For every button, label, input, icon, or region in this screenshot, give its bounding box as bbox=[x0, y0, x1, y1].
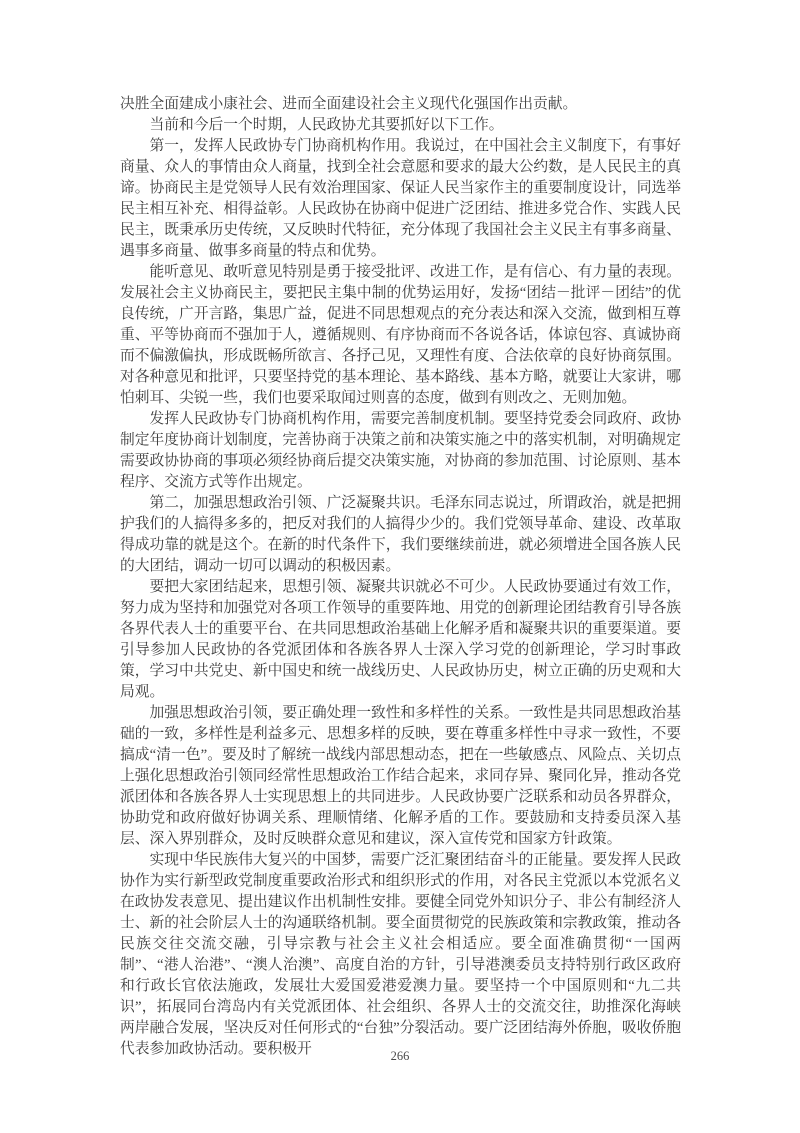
paragraph: 第二，加强思想政治引领、广泛凝聚共识。毛泽东同志说过，所谓政治，就是把拥护我们的人搞得多多的，把反对我们的人搞得少少的。我们党领导革命、建设、改革取得成功靠的就是这个。在新的时代条件下，我们要继续前进，就必须增进全国各族人民的大团结，调动一切可以调动的积极因素。 bbox=[120, 495, 681, 574]
paragraph: 实现中华民族伟大复兴的中国梦，需要广泛汇聚团结奋斗的正能量。要发挥人民政协作为实行新型政党制度重要政治形式和组织形式的作用，对各民主党派以本党派名义在政协发表意见、提出建议作出机制性安排。要健全同党外知识分子、非公有制经济人士、新的社会阶层人士的沟通联络机制。要全面贯彻党的民族政策和宗教政策，推动各民族交往交流交融，引导宗教与社会主义社会相适应。要全面准确贯彻“一国两制”、“港人治港”、“澳人治澳”、高度自治的方针，引导港澳委员支持特别行政区政府和行政长官依法施政，发展壮大爱国爱港爱澳力量。要坚持一个中国原则和“九二共识”，拓展同台湾岛内有关党派团体、社会组织、各界人士的交流交往，助推深化海峡两岸融合发展，坚决反对任何形式的“台独”分裂活动。要广泛团结海外侨胞，吸收侨胞代表参加政协活动。要积极开 bbox=[120, 852, 681, 1057]
paragraph: 发挥人民政协专门协商机构作用，需要完善制度机制。要坚持党委会同政府、政协制定年度协商计划制度，完善协商于决策之前和决策实施之中的落实机制，对明确规定需要政协协商的事项必须经协商后提交决策实施，对协商的参加范围、讨论原则、基本程序、交流方式等作出规定。 bbox=[120, 411, 681, 490]
paragraph: 当前和今后一个时期，人民政协尤其要抓好以下工作。 bbox=[149, 117, 504, 133]
page-number: 266 bbox=[390, 1049, 410, 1063]
paragraph: 第一，发挥人民政协专门协商机构作用。我说过，在中国社会主义制度下，有事好商量、众人的事情由众人商量，找到全社会意愿和要求的最大公约数，是人民民主的真谛。协商民主是党领导人民有效治理国家、保证人民当家作主的重要制度设计，同选举民主相互补充、相得益彰。人民政协在协商中促进广泛团结、推进多党合作、实践人民民主，既秉承历史传统，又反映时代特征，充分体现了我国社会主义民主有事多商量、遇事多商量、做事多商量的特点和优势。 bbox=[120, 138, 681, 259]
paragraph: 决胜全面建成小康社会、进而全面建设社会主义现代化强国作出贡献。 bbox=[120, 96, 578, 112]
paragraph: 要把大家团结起来，思想引领、凝聚共识就必不可少。人民政协要通过有效工作，努力成为坚持和加强党对各项工作领导的重要阵地、用党的创新理论团结教育引导各族各界代表人士的重要平台、在共同思想政治基础上化解矛盾和凝聚共识的重要渠道。要引导参加人民政协的各党派团体和各族各界人士深入学习党的创新理论，学习时事政策，学习中共党史、新中国史和统一战线历史、人民政协历史，树立正确的历史观和大局观。 bbox=[120, 579, 681, 700]
paragraph: 加强思想政治引领，要正确处理一致性和多样性的关系。一致性是共同思想政治基础的一致，多样性是利益多元、思想多样的反映，要在尊重多样性中寻求一致性，不要搞成“清一色”。要及时了解统一战线内部思想动态，把在一些敏感点、风险点、关切点上强化思想政治引领同经常性思想政治工作结合起来，求同存异、聚同化异，推动各党派团体和各族各界人士实现思想上的共同进步。人民政协要广泛联系和动员各界群众，协助党和政府做好协调关系、理顺情绪、化解矛盾的工作。要鼓励和支持委员深入基层、深入界别群众，及时反映群众意见和建议，深入宣传党和国家方针政策。 bbox=[120, 705, 681, 847]
paragraph: 能听意见、敢听意见特别是勇于接受批评、改进工作，是有信心、有力量的表现。发展社会主义协商民主，要把民主集中制的优势运用好，发扬“团结－批评－团结”的优良传统，广开言路，集思广益，促进不同思想观点的充分表达和深入交流，做到相互尊重、平等协商而不强加于人，遵循规则、有序协商而不各说各话，体谅包容、真诚协商而不偏激偏执，形成既畅所欲言、各抒己见，又理性有度、合法依章的良好协商氛围。对各种意见和批评，只要坚持党的基本理论、基本路线、基本方略，就要让大家讲，哪怕刺耳、尖锐一些，我们也要采取闻过则喜的态度，做到有则改之、无则加勉。 bbox=[120, 264, 681, 406]
document-body bbox=[120, 94, 681, 1060]
